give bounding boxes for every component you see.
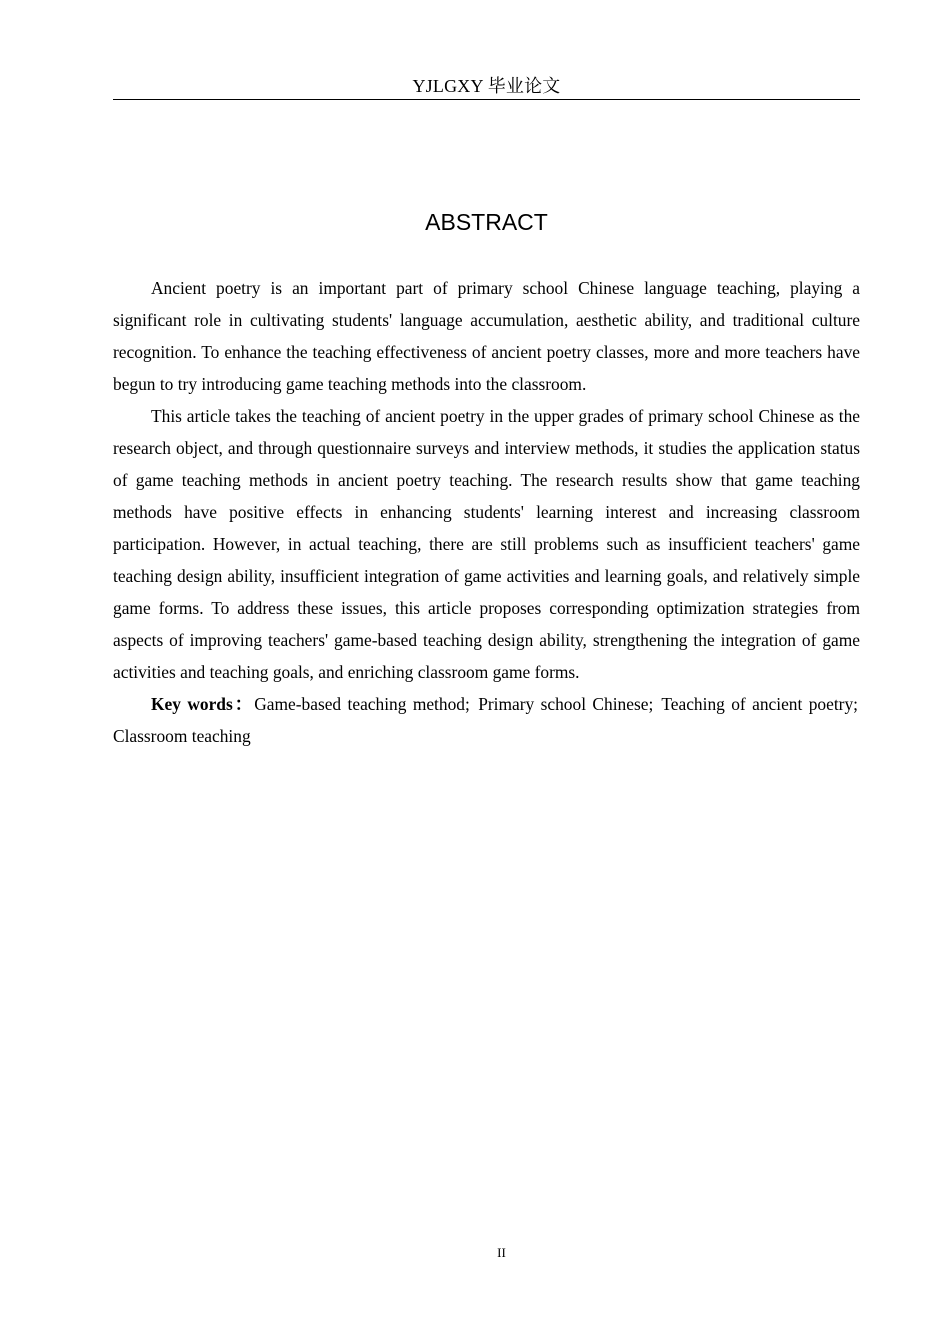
header-rule	[113, 99, 860, 100]
keywords-line	[113, 688, 860, 752]
abstract-title: ABSTRACT	[425, 209, 548, 235]
page-number: II	[497, 1245, 506, 1260]
keywords-label: Key words：	[151, 694, 255, 714]
abstract-paragraph-2: This article takes the teaching of ancient poetry in the upper grades of primary school Chinese as the research object, and through questionnaire surveys and interview methods, it studies the application status of game teaching methods in ancient poetry teaching. The research results show that game teaching methods have positive effects in enhancing students' learning interest and increasing classroom participation. However, in actual teaching, there are still problems such as insufficient teachers' game teaching design ability, insufficient integration of game activities and learning goals, and relatively simple game forms. To address these issues, this article proposes corresponding optimization strategies from aspects of improving teachers' game-based teaching design ability, strengthening the integration of game activities and teaching goals, and enriching classroom game forms.	[113, 406, 860, 682]
keyword-1: Game-based teaching method;	[254, 694, 470, 714]
keyword-2: Primary school Chinese;	[478, 694, 654, 714]
running-header: YJLGXY 毕业论文	[412, 76, 561, 96]
keyword-3: Teaching of ancient poetry;	[661, 694, 858, 714]
abstract-paragraph-1: Ancient poetry is an important part of primary school Chinese language teaching, playing a significant role in cultivating students' language accumulation, aesthetic ability, and traditional culture recognition. To enhance the teaching effectiveness of ancient poetry classes, more and more teachers have begun to try introducing game teaching methods into the classroom.	[113, 278, 860, 394]
abstract-body	[113, 272, 860, 752]
keyword-4: Classroom teaching	[113, 726, 251, 746]
